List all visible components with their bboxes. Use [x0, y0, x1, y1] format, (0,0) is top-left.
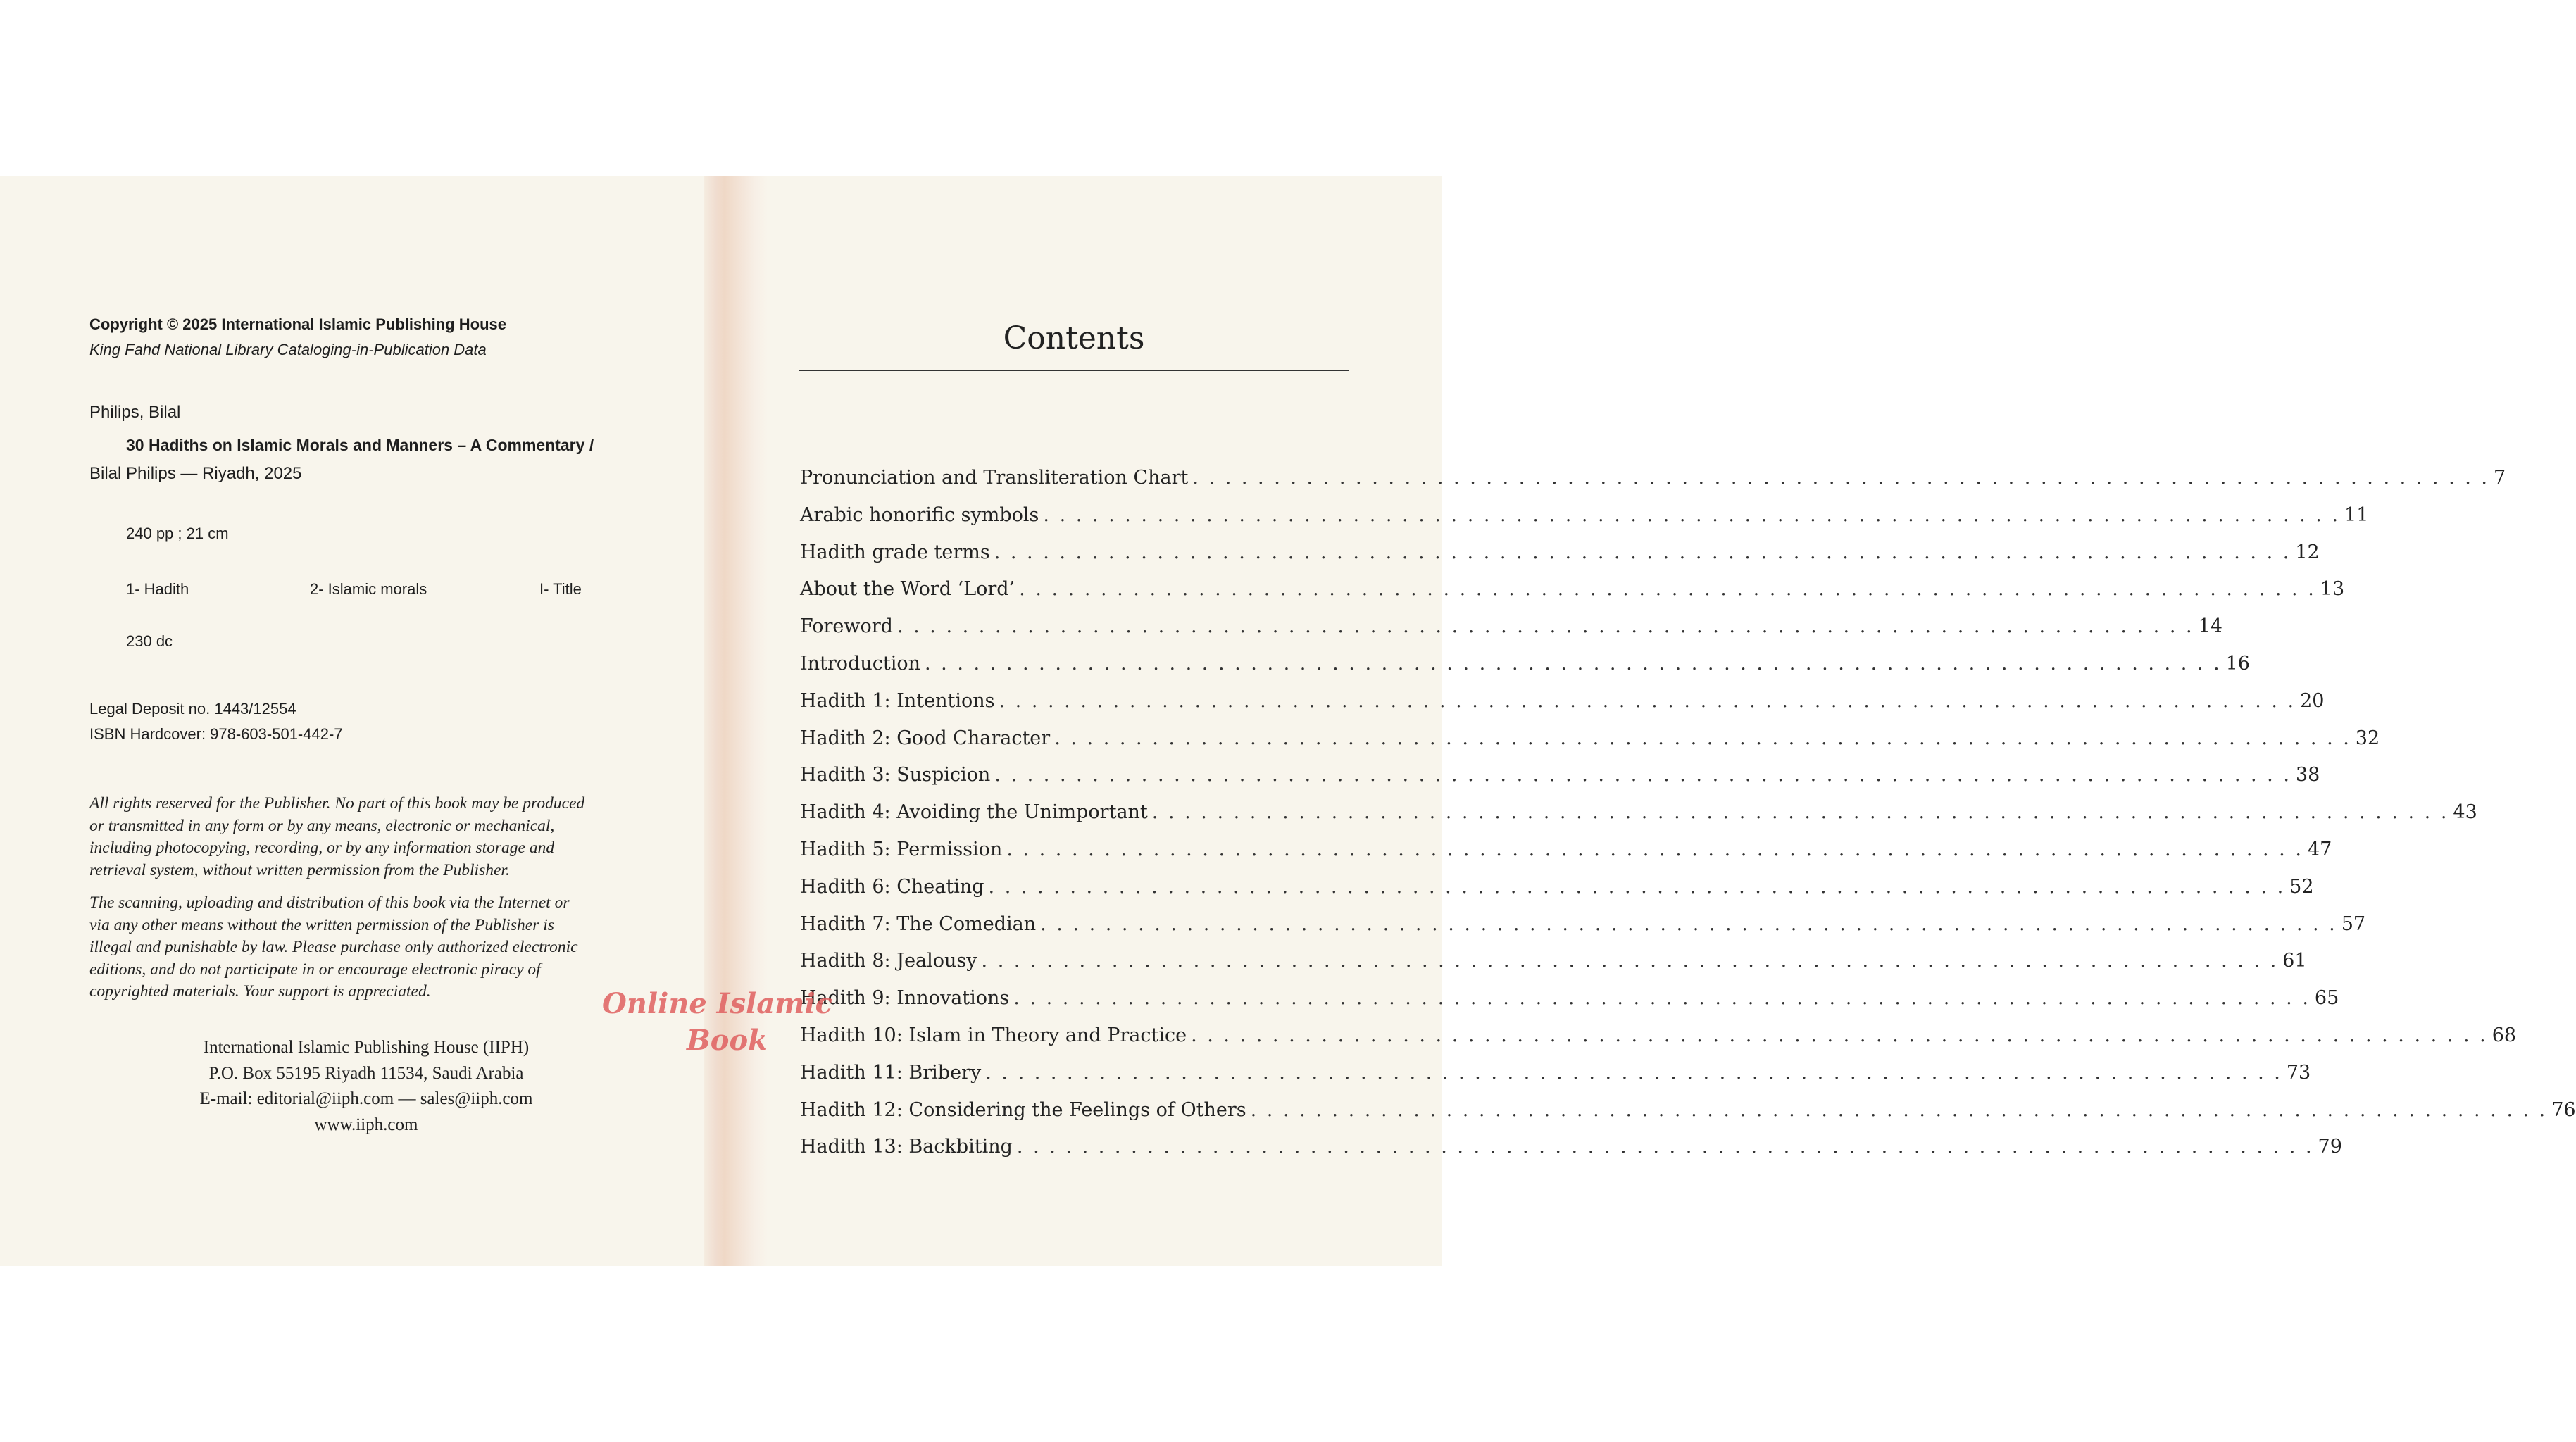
toc-entry-page: 11 — [2344, 503, 2369, 526]
toc-entry-page: 57 — [2341, 913, 2366, 935]
piracy-line: illegal and punishable by law. Please purchase only authorized electronic — [89, 938, 578, 956]
toc-entry-page: 16 — [2225, 652, 2250, 675]
piracy-line: The scanning, uploading and distribution of this book via the Internet or — [89, 894, 570, 912]
author-entry: Philips, Bilal — [89, 403, 181, 422]
dot-leader: . . . . . . . . . . . . . . . . . . . . . . . . . . . . . . . . . . . . . . . . . . . . . . . . . . . . . . . . . . . . . . . . . . . . . . . . . . . . . . . . — [1019, 578, 2316, 601]
toc-entry-page: 13 — [2320, 578, 2345, 601]
dot-leader: . . . . . . . . . . . . . . . . . . . . . . . . . . . . . . . . . . . . . . . . . . . . . . . . . . . . . . . . . . . . . . . . . . . . . . . . . . . . . . . . — [994, 541, 2291, 563]
toc-entry — [800, 578, 2345, 615]
toc-entry — [800, 913, 2366, 951]
dot-leader: . . . . . . . . . . . . . . . . . . . . . . . . . . . . . . . . . . . . . . . . . . . . . . . . . . . . . . . . . . . . . . . . . . . . . . . . . . . . . . . . — [1043, 503, 2341, 526]
toc-entry — [800, 950, 2307, 987]
dot-leader: . . . . . . . . . . . . . . . . . . . . . . . . . . . . . . . . . . . . . . . . . . . . . . . . . . . . . . . . . . . . . . . . . . . . . . . . . . . . . . . . — [985, 1061, 2282, 1084]
publisher-address: P.O. Box 55195 Riyadh 11534, Saudi Arabia — [208, 1063, 524, 1083]
toc-entry-title: About the Word ‘Lord’ — [800, 578, 1015, 601]
toc-entry-title: Hadith 13: Backbiting — [800, 1136, 1013, 1158]
toc-entry-page: 61 — [2282, 950, 2307, 972]
copyright-line: Copyright © 2025 International Islamic Publishing House — [89, 315, 506, 333]
subject-1: 1- Hadith — [126, 580, 189, 598]
toc-entry-page: 43 — [2453, 801, 2477, 824]
classification-entry: 230 dc — [126, 632, 173, 650]
toc-entry-page: 79 — [2318, 1136, 2342, 1158]
rights-line: retrieval system, without written permission from the Publisher. — [89, 860, 510, 879]
toc-entry-page: 76 — [2551, 1098, 2576, 1121]
toc-entry — [800, 1061, 2311, 1099]
toc-entry-page: 32 — [2355, 727, 2380, 749]
toc-entry-page: 12 — [2295, 541, 2320, 563]
toc-entry-title: Foreword — [800, 615, 893, 638]
toc-entry — [800, 615, 2222, 653]
toc-entry — [800, 727, 2380, 765]
watermark-line-2: Book — [687, 1024, 768, 1057]
toc-entry-title: Hadith 3: Suspicion — [800, 764, 991, 786]
piracy-line: editions, and do not participate in or encourage electronic piracy of — [89, 960, 541, 979]
publisher-website: www.iiph.com — [314, 1115, 418, 1134]
publisher-name: International Islamic Publishing House (IIPH) — [203, 1038, 530, 1057]
toc-entry-page: 65 — [2314, 987, 2339, 1010]
dot-leader: . . . . . . . . . . . . . . . . . . . . . . . . . . . . . . . . . . . . . . . . . . . . . . . . . . . . . . . . . . . . . . . . . . . . . . . . . . . . . . . . — [988, 875, 2286, 898]
watermark-line-1: Online Islamic — [602, 987, 832, 1020]
toc-entry — [800, 987, 2339, 1024]
piracy-line: via any other means without the written permission of the Publisher is — [89, 915, 554, 934]
catalog-header: King Fahd National Library Cataloging-in-Publication Data — [89, 341, 487, 358]
toc-entry-title: Hadith 11: Bribery — [800, 1061, 982, 1084]
toc-entry-title: Hadith 1: Intentions — [800, 689, 995, 712]
dot-leader: . . . . . . . . . . . . . . . . . . . . . . . . . . . . . . . . . . . . . . . . . . . . . . . . . . . . . . . . . . . . . . . . . . . . . . . . . . . . . . . . — [981, 950, 2279, 972]
publisher-address-block — [113, 1035, 620, 1138]
toc-entry-page: 38 — [2295, 764, 2320, 786]
legal-deposit: Legal Deposit no. 1443/12554 — [89, 700, 296, 717]
toc-entry — [800, 1136, 2342, 1173]
pages-entry: 240 pp ; 21 cm — [126, 525, 229, 542]
toc-entry-title: Introduction — [800, 652, 920, 675]
toc-entry-page: 73 — [2286, 1061, 2311, 1084]
dot-leader: . . . . . . . . . . . . . . . . . . . . . . . . . . . . . . . . . . . . . . . . . . . . . . . . . . . . . . . . . . . . . . . . . . . . . . . . . . . . . . . . — [1151, 801, 2449, 824]
toc-entry — [800, 541, 2320, 579]
rights-line: including photocopying, recording, or by any information storage and — [89, 839, 555, 857]
toc-entry — [800, 689, 2325, 727]
toc-entry-title: Hadith 8: Jealousy — [800, 950, 977, 972]
dot-leader: . . . . . . . . . . . . . . . . . . . . . . . . . . . . . . . . . . . . . . . . . . . . . . . . . . . . . . . . . . . . . . . . . . . . . . . . . . . . . . . . — [925, 652, 2222, 675]
toc-entry — [800, 875, 2314, 913]
toc-entry — [800, 652, 2250, 690]
toc-entry-title: Hadith 5: Permission — [800, 838, 1003, 860]
isbn: ISBN Hardcover: 978-603-501-442-7 — [89, 725, 343, 743]
dot-leader: . . . . . . . . . . . . . . . . . . . . . . . . . . . . . . . . . . . . . . . . . . . . . . . . . . . . . . . . . . . . . . . . . . . . . . . . . . . . . . . . — [1250, 1098, 2548, 1121]
toc-entry-page: 14 — [2198, 615, 2222, 638]
toc-entry-page: 52 — [2289, 875, 2314, 898]
toc-entry — [800, 764, 2320, 801]
book-title-entry: 30 Hadiths on Islamic Morals and Manners – A Commentary / — [126, 436, 594, 454]
dot-leader: . . . . . . . . . . . . . . . . . . . . . . . . . . . . . . . . . . . . . . . . . . . . . . . . . . . . . . . . . . . . . . . . . . . . . . . . . . . . . . . . — [999, 689, 2296, 712]
dot-leader: . . . . . . . . . . . . . . . . . . . . . . . . . . . . . . . . . . . . . . . . . . . . . . . . . . . . . . . . . . . . . . . . . . . . . . . . . . . . . . . . — [1006, 838, 2303, 860]
author-city-entry: Bilal Philips — Riyadh, 2025 — [89, 464, 302, 483]
subject-3: I- Title — [539, 580, 582, 598]
toc-entry-title: Hadith 7: The Comedian — [800, 913, 1037, 935]
toc-entry — [800, 838, 2332, 876]
contents-heading: Contents — [1003, 320, 1145, 356]
book-gutter — [704, 176, 768, 1266]
toc-entry — [800, 1024, 2517, 1062]
toc-entry-page: 68 — [2491, 1024, 2517, 1046]
dot-leader: . . . . . . . . . . . . . . . . . . . . . . . . . . . . . . . . . . . . . . . . . . . . . . . . . . . . . . . . . . . . . . . . . . . . . . . . . . . . . . . . — [1013, 987, 2311, 1010]
toc-entry — [800, 801, 2477, 839]
subject-2: 2- Islamic morals — [310, 580, 427, 598]
toc-entry-title: Hadith 6: Cheating — [800, 875, 984, 898]
watermark — [602, 986, 842, 1059]
toc-entry-page: 7 — [2494, 467, 2506, 489]
toc-entry-title: Arabic honorific symbols — [800, 503, 1039, 526]
toc-entry-title: Hadith 10: Islam in Theory and Practice — [800, 1024, 1187, 1046]
toc-entry-title: Hadith grade terms — [800, 541, 990, 563]
toc-entry-title: Hadith 12: Considering the Feelings of Others — [800, 1098, 1246, 1121]
dot-leader: . . . . . . . . . . . . . . . . . . . . . . . . . . . . . . . . . . . . . . . . . . . . . . . . . . . . . . . . . . . . . . . . . . . . . . . . . . . . . . . . — [1192, 467, 2490, 489]
piracy-paragraph — [89, 892, 640, 1003]
toc-entry-title: Hadith 9: Innovations — [800, 987, 1010, 1010]
toc-entry — [800, 1098, 2576, 1136]
heading-rule — [799, 370, 1349, 371]
dot-leader: . . . . . . . . . . . . . . . . . . . . . . . . . . . . . . . . . . . . . . . . . . . . . . . . . . . . . . . . . . . . . . . . . . . . . . . . . . . . . . . . — [1054, 727, 2351, 749]
rights-line: All rights reserved for the Publisher. No part of this book may be produced — [89, 794, 585, 813]
dot-leader: . . . . . . . . . . . . . . . . . . . . . . . . . . . . . . . . . . . . . . . . . . . . . . . . . . . . . . . . . . . . . . . . . . . . . . . . . . . . . . . . — [1016, 1136, 2314, 1158]
rights-paragraph — [89, 793, 640, 882]
toc-entry — [800, 467, 2506, 504]
rights-line: or transmitted in any form or by any means, electronic or mechanical, — [89, 816, 555, 835]
toc-entry — [800, 503, 2369, 541]
dot-leader: . . . . . . . . . . . . . . . . . . . . . . . . . . . . . . . . . . . . . . . . . . . . . . . . . . . . . . . . . . . . . . . . . . . . . . . . . . . . . . . . — [1191, 1024, 2488, 1046]
piracy-line: copyrighted materials. Your support is appreciated. — [89, 982, 431, 1001]
toc-entry-page: 20 — [2300, 689, 2325, 712]
table-of-contents — [800, 467, 2576, 1173]
dot-leader: . . . . . . . . . . . . . . . . . . . . . . . . . . . . . . . . . . . . . . . . . . . . . . . . . . . . . . . . . . . . . . . . . . . . . . . . . . . . . . . . — [994, 764, 2291, 786]
publisher-email: E-mail: editorial@iiph.com — sales@iiph.com — [199, 1089, 533, 1108]
dot-leader: . . . . . . . . . . . . . . . . . . . . . . . . . . . . . . . . . . . . . . . . . . . . . . . . . . . . . . . . . . . . . . . . . . . . . . . . . . . . . . . . — [1040, 913, 2337, 935]
toc-entry-title: Hadith 2: Good Character — [800, 727, 1051, 749]
dot-leader: . . . . . . . . . . . . . . . . . . . . . . . . . . . . . . . . . . . . . . . . . . . . . . . . . . . . . . . . . . . . . . . . . . . . . . . . . . . . . . . . — [896, 615, 2194, 638]
toc-entry-page: 47 — [2307, 838, 2332, 860]
toc-entry-title: Hadith 4: Avoiding the Unimportant — [800, 801, 1148, 824]
toc-entry-title: Pronunciation and Transliteration Chart — [800, 467, 1189, 489]
